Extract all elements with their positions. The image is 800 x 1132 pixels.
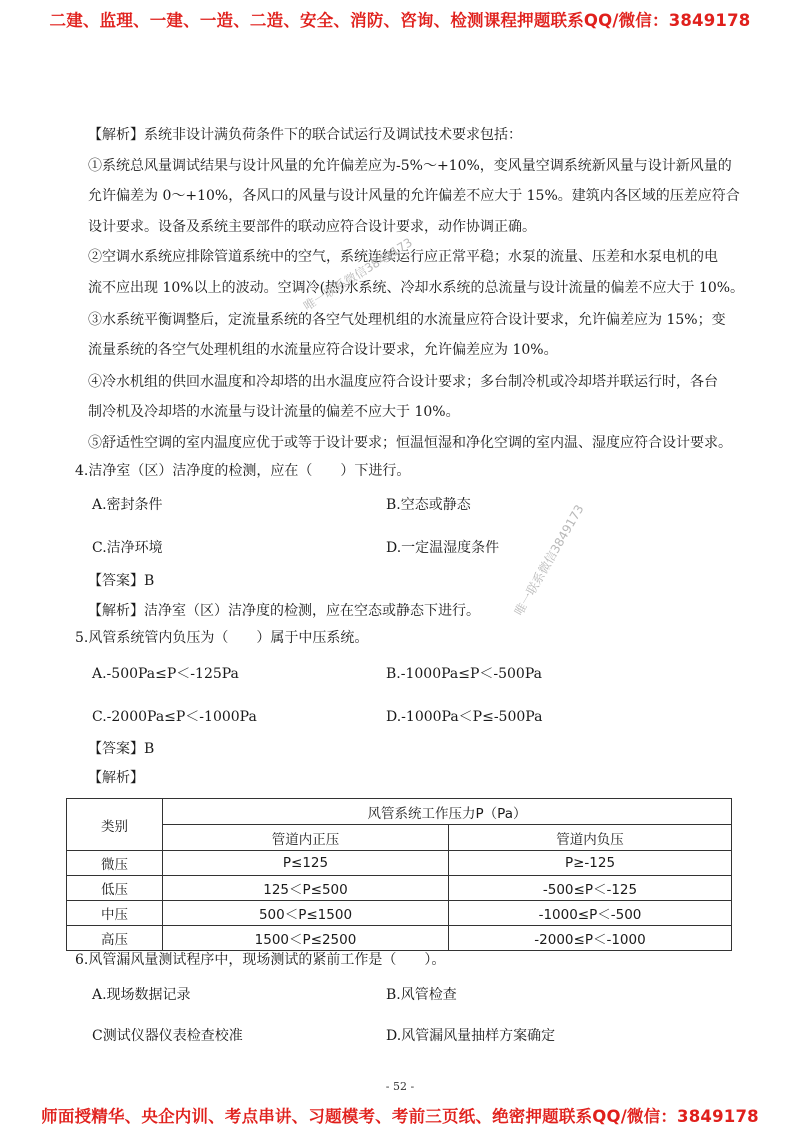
analysis3-header: 【解析】系统非设计满负荷条件下的联合试运行及调试技术要求包括： (88, 127, 522, 143)
q6-option-d: D.风管漏风量抽样方案确定 (386, 1028, 556, 1044)
table-cell-category: 低压 (67, 876, 163, 901)
analysis3-line: ②空调水系统应排除管道系统中的空气，系统连续运行应正常平稳；水泵的流量、压差和水泵电机的电 (88, 249, 718, 265)
table-cell-category: 高压 (67, 926, 163, 951)
q5-stem: 5.风管系统管内负压为（ ）属于中压系统。 (75, 630, 369, 646)
analysis3-line: 流不应出现 10%以上的波动。空调冷(热)水系统、冷却水系统的总流量与设计流量的偏差不应大于 10%。 (88, 280, 745, 296)
q5-option-a: A.-500Pa≤P＜-125Pa (92, 666, 239, 682)
analysis3-line: 设计要求。设备及系统主要部件的联动应符合设计要求，动作协调正确。 (88, 219, 536, 235)
q4-option-a: A.密封条件 (92, 497, 163, 513)
analysis3-line: ③水系统平衡调整后，定流量系统的各空气处理机组的水流量应符合设计要求，允许偏差应为 15%；变 (88, 312, 726, 328)
q6-option-a: A.现场数据记录 (92, 987, 191, 1003)
q6-option-c: C测试仪器仪表检查校准 (92, 1028, 243, 1044)
page-number: - 52 - (385, 1080, 415, 1093)
analysis3-line: 流量系统的各空气处理机组的水流量应符合设计要求，允许偏差应为 10%。 (88, 342, 558, 358)
table-cell-negative: -500≤P＜-125 (449, 876, 732, 901)
q4-stem: 4.洁净室（区）洁净度的检测，应在（ ）下进行。 (75, 463, 411, 479)
watermark-text: 唯一联系微信3849173 (511, 502, 587, 618)
q5-option-d: D.-1000Pa＜P≤-500Pa (386, 709, 543, 725)
q5-answer: 【答案】B (88, 741, 155, 757)
table-cell-positive: P≤125 (163, 851, 449, 876)
table-row (67, 901, 732, 926)
table-cell-positive: 500＜P≤1500 (163, 901, 449, 926)
table-row (67, 926, 732, 951)
q4-option-d: D.一定温湿度条件 (386, 540, 500, 556)
analysis3-line: ④冷水机组的供回水温度和冷却塔的出水温度应符合设计要求；多台制冷机或冷却塔并联运行时，各台 (88, 374, 718, 390)
table-header-negative: 管道内负压 (449, 825, 732, 851)
watermark-text: 唯一联系微信3849173 (301, 235, 415, 314)
analysis3-line: 允许偏差为 0～+10%，各风口的风量与设计风量的允许偏差不应大于 15%。建筑内各区域的压差应符合 (88, 188, 740, 204)
analysis3-line: ⑤舒适性空调的室内温度应优于或等于设计要求；恒温恒湿和净化空调的室内温、湿度应符合设计要求。 (88, 435, 732, 451)
q5-option-c: C.-2000Pa≤P＜-1000Pa (92, 709, 257, 725)
table-cell-positive: 1500＜P≤2500 (163, 926, 449, 951)
table-header-positive: 管道内正压 (163, 825, 449, 851)
q5-analysis: 【解析】 (88, 770, 144, 786)
table-header-category: 类别 (67, 799, 163, 851)
table-cell-category: 中压 (67, 901, 163, 926)
bottom-banner: 师面授精华、央企内训、考点串讲、习题模考、考前三页纸、绝密押题联系QQ/微信：3849178 (41, 1107, 759, 1126)
analysis3-line: 制冷机及冷却塔的水流量与设计流量的偏差不应大于 10%。 (88, 404, 460, 420)
pressure-class-table (66, 798, 732, 951)
q6-option-b: B.风管检查 (386, 987, 457, 1003)
q5-option-b: B.-1000Pa≤P＜-500Pa (386, 666, 542, 682)
table-row (67, 876, 732, 901)
table-cell-category: 微压 (67, 851, 163, 876)
analysis3-line: ①系统总风量调试结果与设计风量的允许偏差应为-5%～+10%，变风量空调系统新风量与设计新风量的 (88, 158, 732, 174)
table-cell-negative: P≥-125 (449, 851, 732, 876)
q6-stem: 6.风管漏风量测试程序中，现场测试的紧前工作是（ ）。 (75, 952, 446, 968)
q4-option-b: B.空态或静态 (386, 497, 471, 513)
q4-answer: 【答案】B (88, 573, 155, 589)
table-cell-negative: -2000≤P＜-1000 (449, 926, 732, 951)
table-cell-positive: 125＜P≤500 (163, 876, 449, 901)
table-header-group: 风管系统工作压力P（Pa） (163, 799, 732, 825)
q4-analysis: 【解析】洁净室（区）洁净度的检测，应在空态或静态下进行。 (88, 603, 480, 619)
top-banner: 二建、监理、一建、一造、二造、安全、消防、咨询、检测课程押题联系QQ/微信：3849178 (49, 11, 751, 30)
q4-option-c: C.洁净环境 (92, 540, 163, 556)
table-cell-negative: -1000≤P＜-500 (449, 901, 732, 926)
table-row (67, 851, 732, 876)
